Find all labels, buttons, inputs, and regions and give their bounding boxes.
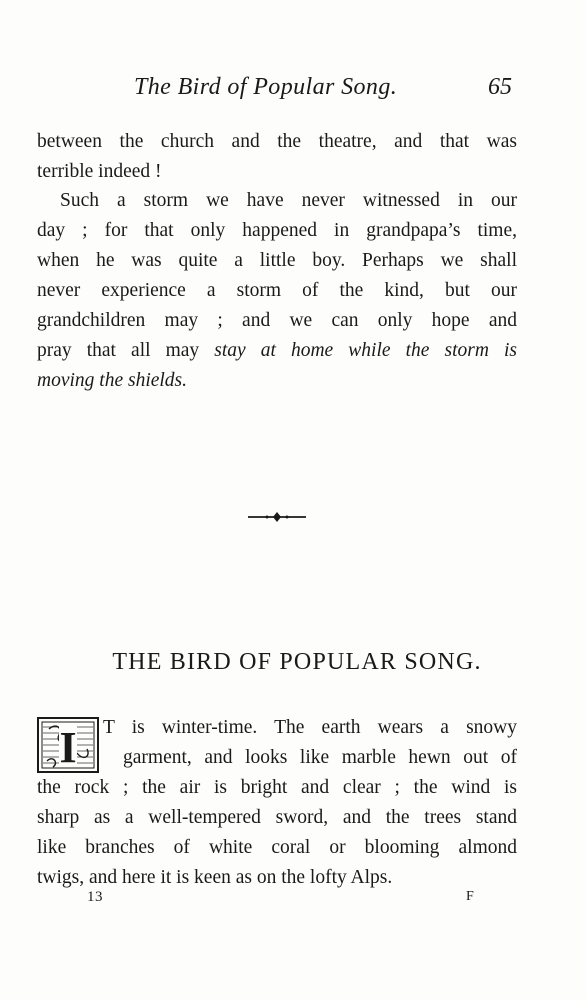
text-run: pray that all may <box>37 340 215 361</box>
page-number: 65 <box>488 74 512 100</box>
gathering-mark: F <box>466 889 474 904</box>
text-line <box>37 336 517 366</box>
text-line: when he was quite a little boy. Perhaps we shall <box>37 250 517 271</box>
text-line: sharp as a well-tempered sword, and the trees stand <box>37 807 517 828</box>
text-line: like branches of white coral or blooming almond <box>37 837 517 858</box>
text-line: twigs, and here it is keen as on the lofty Alps. <box>37 867 393 888</box>
running-title: The Bird of Popular Song. <box>134 74 398 100</box>
text-line: Such a storm we have never witnessed in our <box>60 190 517 211</box>
paragraph-winter <box>37 713 517 893</box>
running-head <box>0 74 586 108</box>
signature-mark: 13 <box>87 889 103 905</box>
text-line: between the church and the theatre, and that was <box>37 131 517 152</box>
text-line: the rock ; the air is bright and clear ; the wind is <box>37 777 517 798</box>
text-line: never experience a storm of the kind, but our <box>37 280 517 301</box>
italic-text-run: stay at home while the storm is <box>214 340 518 361</box>
text-line: terrible indeed ! <box>37 161 162 182</box>
italic-text-line: moving the shields. <box>37 370 188 391</box>
paragraph-continuation <box>37 127 517 187</box>
paragraph-storm <box>37 186 517 396</box>
text-line: T is winter-time. The earth wears a snowy <box>103 717 517 738</box>
text-line: grandchildren may ; and we can only hope and <box>37 310 517 331</box>
drop-cap-letter: I <box>59 723 77 772</box>
text-line: day ; for that only happened in grandpapa’s time, <box>37 220 517 241</box>
section-divider-ornament <box>246 509 308 525</box>
text-line: garment, and looks like marble hewn out of <box>123 747 517 768</box>
chapter-title: THE BIRD OF POPULAR SONG. <box>112 649 482 675</box>
